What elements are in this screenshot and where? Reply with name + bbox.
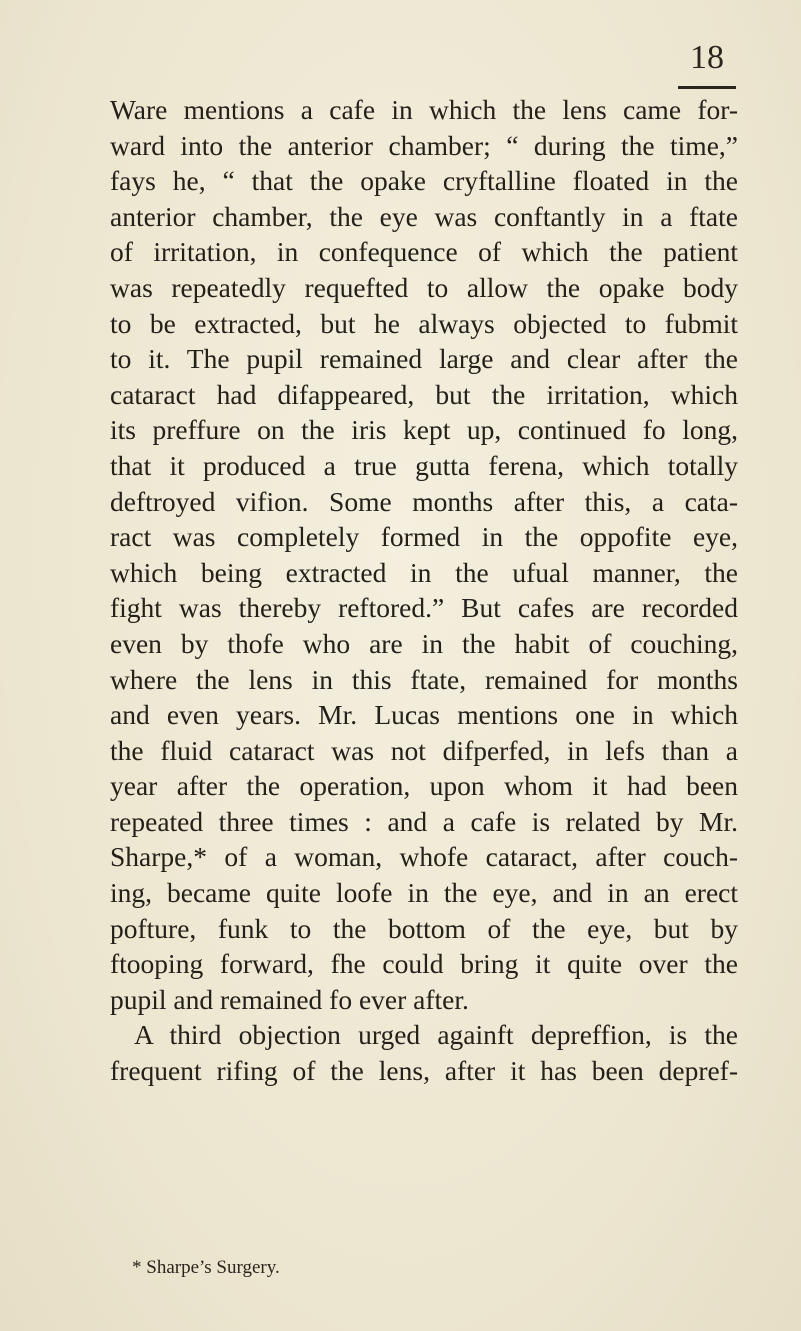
text-line: A third objection urged againft depreffion, is the	[134, 1019, 738, 1051]
text-line: Ware mentions a cafe in which the lens came for-	[110, 94, 738, 125]
text-line: ract was completely formed in the oppofite eye,	[110, 521, 738, 553]
text-line: to be extracted, but he always objected to fubmit	[110, 307, 738, 339]
text-line: ward into the anterior chamber; “ during the time,”	[110, 129, 738, 161]
body-text	[110, 92, 738, 1089]
header-rule	[678, 86, 736, 89]
text-line: even by thofe who are in the habit of couching,	[110, 627, 738, 659]
text-line: pupil and remained fo ever after.	[110, 983, 469, 1015]
text-line: fight was thereby reftored.” But cafes are recorded	[110, 592, 738, 624]
text-line: was repeatedly requefted to allow the opake body	[110, 271, 738, 303]
text-line: Sharpe,* of a woman, whofe cataract, after couch-	[110, 841, 738, 873]
text-line: frequent rifing of the lens, after it has been depref-	[110, 1055, 738, 1087]
text-line: to it. The pupil remained large and clear after the	[110, 343, 738, 375]
text-line: anterior chamber, the eye was conftantly in a ftate	[110, 200, 738, 232]
text-line: cataract had difappeared, but the irritation, which	[110, 378, 738, 410]
footnote: * Sharpe’s Surgery.	[132, 1257, 280, 1278]
text-line: of irritation, in confequence of which the patient	[110, 236, 738, 268]
text-line: that it produced a true gutta ferena, which totally	[110, 449, 738, 481]
text-line: the fluid cataract was not difperfed, in lefs than a	[110, 734, 738, 766]
text-line: pofture, funk to the bottom of the eye, but by	[110, 912, 738, 944]
text-line: deftroyed vifion. Some months after this, a cata-	[110, 485, 738, 517]
text-line: its preffure on the iris kept up, continued fo long,	[110, 414, 738, 446]
text-line: ing, became quite loofe in the eye, and in an erect	[110, 877, 738, 909]
text-line: where the lens in this ftate, remained for months	[110, 663, 738, 695]
text-line: and even years. Mr. Lucas mentions one in which	[110, 699, 738, 731]
text-line: fays he, “ that the opake cryftalline floated in the	[110, 165, 738, 197]
text-line: which being extracted in the ufual manner, the	[110, 556, 738, 588]
text-line: year after the operation, upon whom it had been	[110, 770, 738, 802]
text-line: ftooping forward, fhe could bring it quite over the	[110, 948, 738, 980]
text-line: repeated three times : and a cafe is related by Mr.	[110, 805, 738, 837]
page-number: 18	[690, 39, 724, 76]
